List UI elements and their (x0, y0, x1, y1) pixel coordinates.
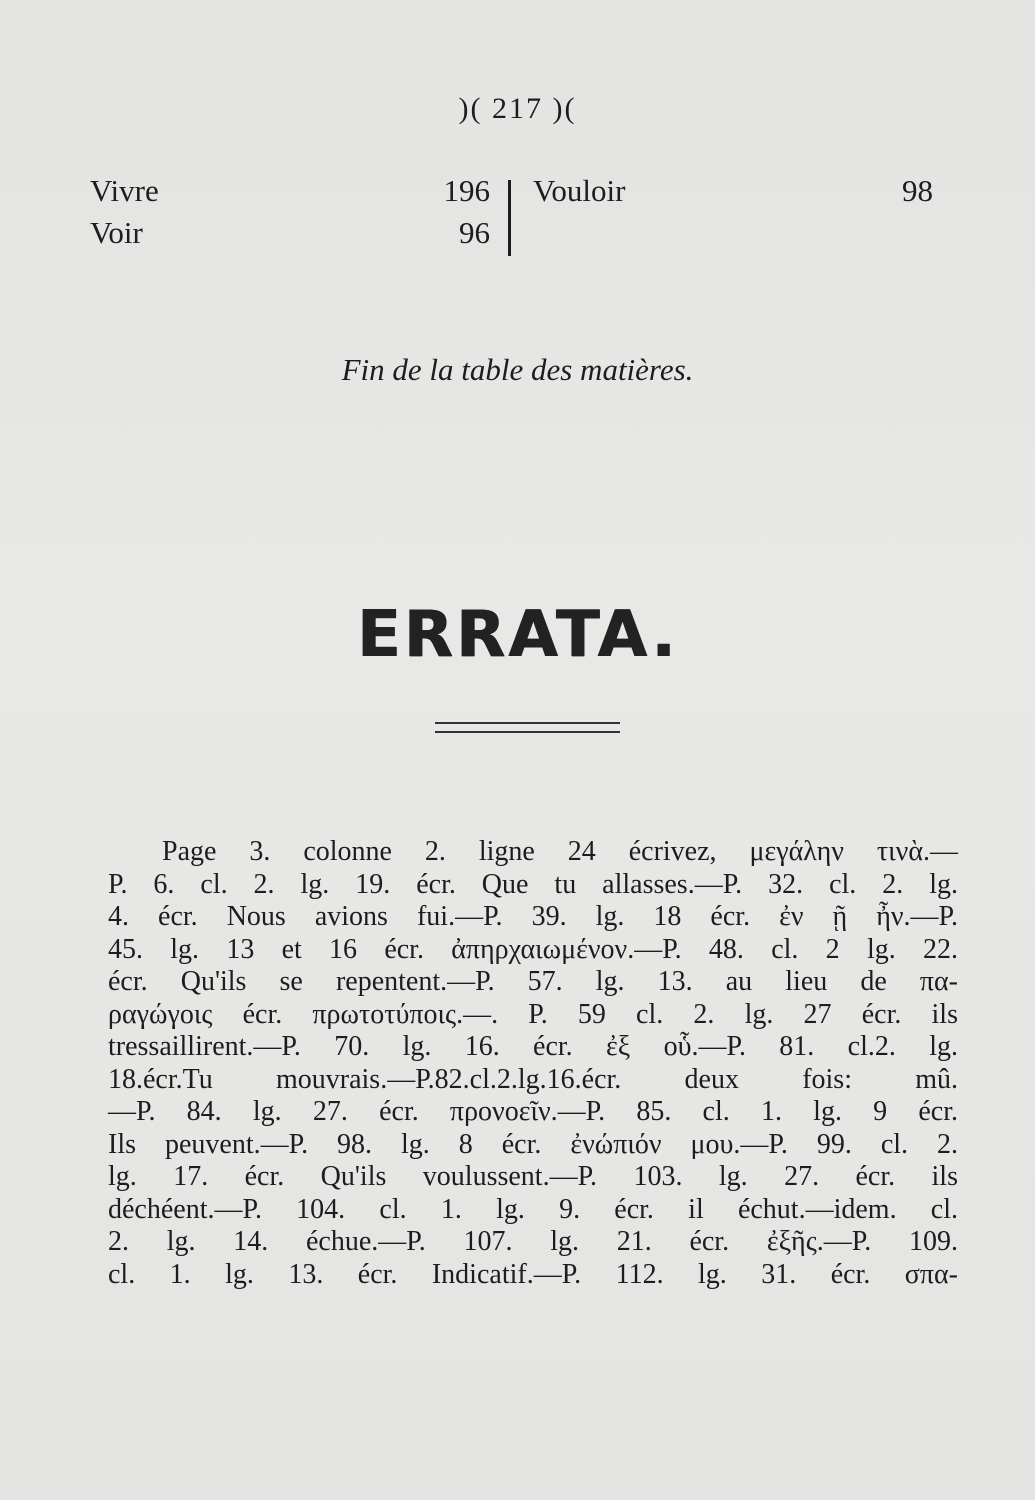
errata-line: tressaillirent.—P. 70. lg. 16. écr. ἐξ οὗ.—P. 81. cl.2. lg. (108, 1031, 958, 1062)
errata-line: Page 3. colonne 2. ligne 24 écrivez, μεγάλην τινὰ.— (162, 836, 958, 867)
index-entry-label: Voir (90, 215, 143, 250)
errata-paragraph (108, 836, 958, 1291)
errata-line: déchéent.—P. 104. cl. 1. lg. 9. écr. il échut.—idem. cl. (108, 1193, 958, 1225)
double-rule-divider (435, 722, 620, 733)
errata-line: P. 6. cl. 2. lg. 19. écr. Que tu allasses.—P. 32. cl. 2. lg. (108, 868, 958, 900)
index-entry-page: 196 (443, 173, 490, 208)
errata-line: 2. lg. 14. échue.—P. 107. lg. 21. écr. ἐξῆς.—P. 109. (108, 1226, 958, 1257)
errata-line: 45. lg. 13 et 16 écr. ἀπηρχαιωμένον.—P. 48. cl. 2 lg. 22. (108, 933, 958, 965)
errata-line: —P. 84. lg. 27. écr. προνοεῖν.—P. 85. cl. 1. lg. 9 écr. (108, 1096, 958, 1127)
errata-line: Ils peuvent.—P. 98. lg. 8 écr. ἐνώπιόν μου.—P. 99. cl. 2. (108, 1128, 958, 1160)
index-entry-page: 96 (459, 215, 490, 250)
errata-line: ραγώγοις écr. πρωτοτύποις.—. P. 59 cl. 2. lg. 27 écr. ils (108, 998, 958, 1030)
errata-heading: ERRATA. (356, 598, 679, 672)
index-entry-page: 98 (902, 173, 933, 208)
errata-line: lg. 17. écr. Qu'ils voulussent.—P. 103. lg. 27. écr. ils (108, 1161, 958, 1192)
end-of-table-note: Fin de la table des matières. (341, 352, 694, 387)
index-entry-label: Vouloir (533, 173, 626, 208)
index-entry-label: Vivre (90, 173, 159, 208)
errata-line: 4. écr. Nous avions fui.—P. 39. lg. 18 écr. ἐν ῇ ἦν.—P. (108, 901, 958, 932)
page-number: )( 217 )( (458, 92, 577, 125)
errata-line: cl. 1. lg. 13. écr. Indicatif.—P. 112. lg. 31. écr. σπα- (108, 1258, 958, 1290)
column-divider (508, 180, 511, 256)
errata-line: écr. Qu'ils se repentent.—P. 57. lg. 13. au lieu de πα- (108, 966, 958, 997)
index-table (90, 170, 935, 260)
errata-line: 18.écr.Tu mouvrais.—P.82.cl.2.lg.16.écr. deux fois: mû. (108, 1063, 958, 1095)
